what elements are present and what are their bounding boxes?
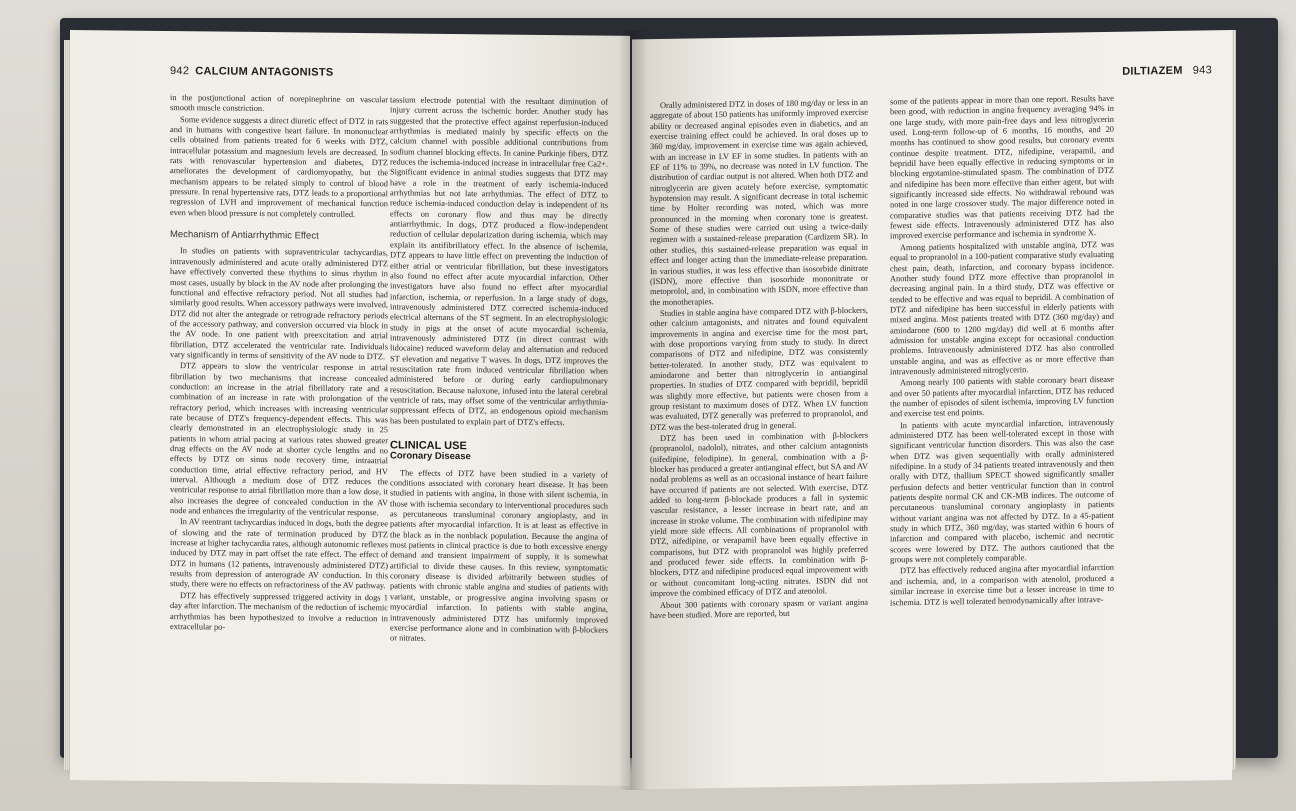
paragraph: About 300 patients with coronary spasm or variant angina have been studied. More are reported, but	[650, 597, 868, 620]
paragraph: tassium electrode potential with the resultant diminution of injury current across the ischemic border. Another study has suggested that the protective effect against reperfusion-induced arrhythmias is mediated mainly by specific effects on the calcium channel with possible additional contributions from sodium channel blocking effects. In canine Purkinje fibers, DTZ reduces the ischemia-induced increase in intracellular free Ca2+. Significant evidence in animal studies suggests that DTZ may have a role in the treatment of early ischemia-induced arrhythmias but not late arrhythmias. The effect of DTZ to reduce ischemia-induced conduction delay is independent of its effects on coronary flow and thus may be directly antiarrhythmic. In dogs, DTZ produced a flow-independent reduction of cellular depolarization during ischemia, which may explain its antifibrillatory effect. In the absence of ischemia, DTZ appears to have little effect on preventing the induction of either atrial or ventricular fibrillation, but these investigators also found no effect after acute myocardial infarction. Other investigators have also found no effect after myocardial infarction, ischemia, or reperfusion. In a large study of dogs, intravenously administered DTZ corrected ischemia-induced electrical alternans of the ST segment. In an electrophysiologic study in pigs at the onset of acute myocardial ischemia, intravenously administered DTZ (in direct contrast with lidocaine) reduced waveform delay and alternation and reduced ST elevation and negative T waves. In dogs, DTZ improves the resuscitation rate from induced ventricular fibrillation when administered before or during early cardiopulmonary resuscitation. Because naloxone, infused into the lateral cerebral ventricle of rats, may offset some of the ventricular arrhythmia-suppressant effects of DTZ, an endogenous opioid mechanism has been postulated to explain part of DTZ's effects.	[390, 95, 608, 427]
paragraph: Some evidence suggests a direct diuretic effect of DTZ in rats and in humans with congestive heart failure. In mononuclear cells obtained from patients treated for 6 weeks with DTZ, intracellular potassium and magnesium levels are decreased. In rats with renovascular hypertension and diabetes, DTZ ameliorates the development of cardiomyopathy, but the mechanism appears to be related simply to control of blood pressure. In renal hypertensive rats, DTZ leads to a proportional regression of LVH and improvement of mechanical function even when blood pressure is not completely controlled.	[170, 114, 388, 219]
right-column-2	[890, 94, 1114, 608]
paragraph: DTZ has been used in combination with β-blockers (propranolol, nadolol), nitrates, and other calcium antagonists (nifedipine, felodipine). In general, combination with a β-blocker has produced a greater antianginal effect, but SA and AV nodal problems as well as an occasional instance of heart failure have occurred if patients are not selected. With exercise, DTZ added to long-term β-blockade produces a fall in systemic vascular resistance, a lesser increase in heart rate, and an increase in stroke volume. The combination with nifedipine may yield more side effects. All combinations of propranolol with DTZ, nifedipine, or verapamil have been equally effective in comparisons, but DTZ with propranolol was highly preferred and produced fewer side effects. In combination with β-blockers, DTZ and nifedipine produced equal improvement with or without concomitant long-acting nitrates. ISDN did not improve the combined efficacy of DTZ and atenolol.	[650, 430, 868, 599]
paragraph: DTZ has effectively suppressed triggered activity in dogs 1 day after infarction. The mechanism of the reduction of ischemic arrhythmias has been hypothesized to involve a reduction in extracellular po-	[170, 590, 388, 632]
left-page	[70, 30, 630, 786]
clinical-use-heading: CLINICAL USE	[390, 439, 467, 453]
paragraph: Orally administered DTZ in doses of 180 mg/day or less in an aggregate of about 150 patients has uniformly improved exercise ability or decreased anginal episodes even in diabetics, and an exercise training effect could be achieved. In oral doses up to 360 mg/day, improvement in exercise time was again achieved, with an increase in LV EF in some studies. In patients with an EF of 11% to 39%, no decrease was noted in LV function. The distribution of cardiac output is not altered. When both DTZ and nitroglycerin are given acutely before exercise, symptomatic hypotension may result. A significant decrease in total ischemic time by Holter recording was noted, which was more pronounced in the morning when coronary tone is greatest. Some of these studies were carried out using a twice-daily regimen with a sustained-release preparation (Cardizem SR). In other studies, this sustained-release preparation was equal in effect and longer acting than the immediate-release preparation. In various studies, it was less effective than isosorbide dinitrate (ISDN), more effective than isosorbide mononitrate or metoprolol, and, in combination with ISDN, more effective than the monotherapies.	[650, 97, 868, 307]
paragraph: In AV reentrant tachycardias induced in dogs, both the degree of slowing and the rate of termination produced by DTZ increase at higher tachycardia rates, although autonomic reflexes induced by DTZ may in part offset the rate effect. The effect of DTZ in humans (12 patients, intravenously administered DTZ) results from depression of anterograde AV conduction. In this study, there were no effects on refractoriness of the AV pathway.	[170, 517, 388, 591]
right-page-number: 943	[1192, 64, 1212, 77]
right-running-head	[1122, 64, 1212, 77]
paragraph: Studies in stable angina have compared DTZ with β-blockers, other calcium antagonists, and nitrates and found equivalent improvements in angina and exercise time for the most part, with dose proportions varying from study to study. In direct comparisons of DTZ and nifedipine, DTZ was consistently better-tolerated. In another study, DTZ was equivalent to amiodarone and better than nitroglycerin in antianginal properties. In studies of DTZ compared with bepridil, bepridil was slightly more effective, but patients were chosen from a group resistant to maximum doses of DTZ. When LV function was evaluated, DTZ generally was preferred to propranolol, and DTZ was the best-tolerated drug in general.	[650, 305, 868, 432]
paragraph: In patients with acute myocardial infarction, intravenously administered DTZ has been well-tolerated except in those with significant ventricular function disorders. This was also the case when DTZ was given sequentially with orally administered nifedipine. In a study of 34 patients treated intravenously and then orally with DTZ, thallium SPECT showed significantly smaller perfusion defects and better ventricular function than in control patients despite normal CK and CK-MB indices. The outcome of percutaneous transluminal coronary angioplasty in patients without variant angina was not affected by DTZ. In a 45-patient study in which DTZ, 360 mg/day, was started within 6 hours of infarction and compared with placebo, ischemic and necrotic scores were lowered by DTZ. The authors cautioned that the groups were not completely comparable.	[890, 417, 1114, 565]
paragraph: Among nearly 100 patients with stable coronary heart disease and over 50 patients after myocardial infarction, DTZ has reduced the number of episodes of silent ischemia, improving LV function and exercise test end points.	[890, 375, 1114, 419]
left-column-1	[170, 93, 388, 634]
right-chapter-title: DILTIAZEM	[1122, 64, 1183, 78]
coronary-disease-subheading: Coronary Disease	[390, 450, 471, 463]
left-running-head	[170, 65, 334, 79]
section-heading: Mechanism of Antiarrhythmic Effect	[170, 229, 319, 242]
left-chapter-title: CALCIUM ANTAGONISTS	[195, 65, 334, 79]
right-column-1	[650, 98, 868, 622]
right-page	[632, 30, 1232, 789]
left-column-2	[390, 95, 608, 646]
paragraph: in the postjunctional action of norepinephrine on vascular smooth muscle constriction.	[170, 93, 388, 114]
paragraph: some of the patients appear in more than one report. Results have been good, with reduction in angina frequency averaging 94% in one large study, with more pain-free days and less nitroglycerin used. Long-term follow-up of 6 months, 16 months, and 20 months has continued to show good results, but coronary events continue despite treatment. DTZ, nifedipine, verapamil, and bepridil have been equally effective in reducing symptoms or in blocking ergotamine-stimulated spasm. The combination of DTZ and nifedipine has been more effective than either agent, but with significantly increased side effects. No withdrawal rebound was noted in one large crossover study. The major difference noted in comparative studies was that patients receiving DTZ had the fewest side effects. Intravenously administered DTZ has also improved exercise performance and ischemia in syndrome X.	[890, 93, 1114, 241]
paragraph: DTZ has effectively reduced angina after myocardial infarction and ischemia, and, in a comparison with atenolol, produced a similar increase in exercise time but a lesser increase in time to ischemia. DTZ is well tolerated hemodynamically after intrave-	[890, 563, 1114, 607]
paragraph: In studies on patients with supraventricular tachycardias, intravenously administered and acute orally administered DTZ have effectively converted these rhythms to sinus rhythm in most cases, usually by block in the AV node after prolonging the functional and effective refractory period. Not all studies had similarly good results. When accessory pathways were involved, DTZ did not alter the antegrade or retrograde refractory periods of the accessory pathway, and conversion occurred via block in the AV node. In one patient with preexcitation and atrial fibrillation, DTZ accelerated the ventricular rate. Individuals vary significantly in terms of sensitivity of the AV node to DTZ.	[170, 246, 388, 362]
paragraph: DTZ appears to slow the ventricular response in atrial fibrillation by two mechanisms that increase concealed conduction: an increase in the atrial fibrillatory rate and a combination of an increase in rate with prolongation of the refractory period, which increases with increasing ventricular rate because of DTZ's frequency-dependent effects. This was clearly demonstrated in an electrophysiologic study in 25 patients in whom atrial pacing at various rates showed greater drug effects on the AV node at shorter cycle lengths and no effects by DTZ on sinus node recovery time, intraatrial conduction time, atrial effective refractory period, and HV interval. Although a medium dose of DTZ reduces the ventricular response to atrial fibrillation more than a low dose, it also increases the degree of concealed conduction in the AV node and enhances the irregularity of the ventricular response.	[170, 361, 388, 518]
paragraph: The effects of DTZ have been studied in a variety of conditions associated with coronary heart disease. It has been studied in patients with angina, in those with silent ischemia, in those with ischemia secondary to interventional procedures such as percutaneous transluminal coronary angioplasty, and in patients after myocardial infarction. It is at least as effective in the black as in the nonblack population. Because the angina of most patients in clinical practice is due to both excessive energy demand and transient impairment of supply, it is somewhat artificial to divide these causes. In this review, symptomatic coronary disease is divided arbitrarily between studies of patients with chronic stable angina and studies of patients with variant, unstable, or progressive angina involving spasm or myocardial infarction. In patients with stable angina, intravenously administered DTZ has uniformly improved exercise performance alone and in combination with β-blockers or nitrates.	[390, 468, 608, 643]
left-page-number: 942	[170, 65, 190, 78]
paragraph: Among patients hospitalized with unstable angina, DTZ was equal to propranolol in a 100-patient comparative study evaluating chest pain, death, infarction, and coronary bypass incidence. Another study found DTZ more effective than propranolol in decreasing anginal pain. In a third study, DTZ was effective or tended to be effective and was equal to bepridil. A combination of DTZ and nifedipine has been successful in elderly patients with mixed angina. Most patients treated with DTZ (360 mg/day) and amiodarone (600 to 1200 mg/day) did well at 6 months after admission for unstable angina except for occasional conduction problems. Intravenously administered DTZ has also controlled unstable angina, and was as effective as or more effective than intravenously administered nitroglycerin.	[890, 239, 1114, 377]
